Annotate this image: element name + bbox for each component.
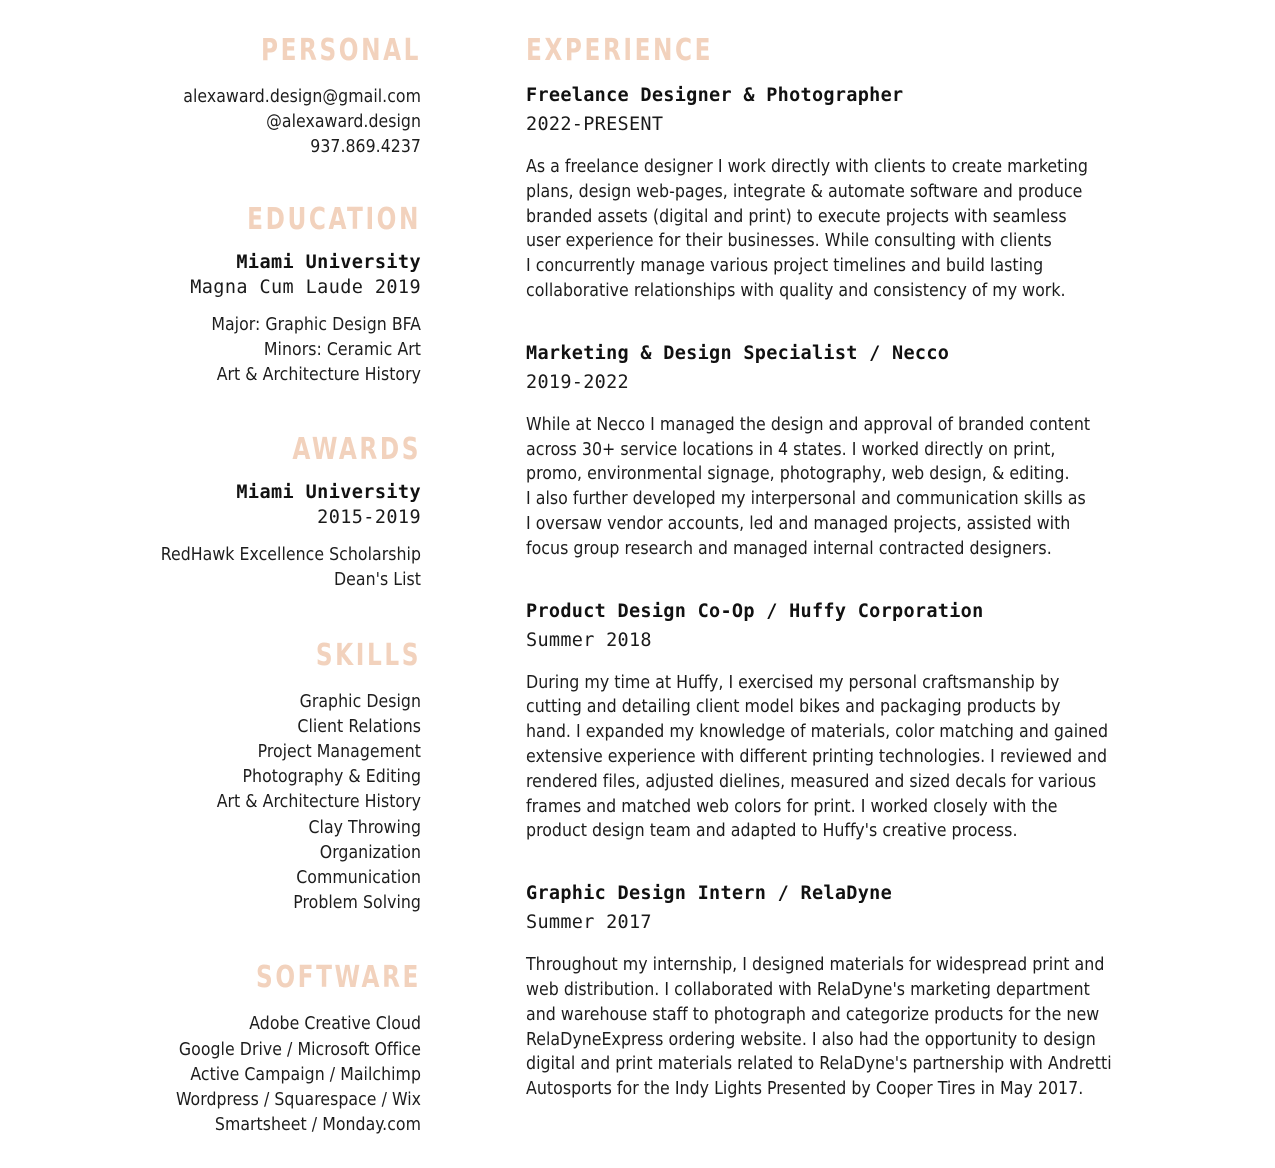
list-item: Project Management [257,742,421,763]
experience-column [526,33,1126,1168]
experience-entry-necco [526,341,1126,562]
list-item: Wordpress / Squarespace / Wix [175,1090,421,1111]
job-description-line: plans, design web-pages, integrate & automate software and produce [526,181,1083,202]
section-heading-awards: AWARDS [292,432,421,468]
skills-list [0,690,421,917]
job-description-line: digital and print materials related to RelaDyne's partnership with Andretti [526,1054,1112,1075]
awards-school: Miami University [236,482,421,504]
job-description [526,413,1126,562]
job-description [526,953,1126,1102]
list-item: Organization [319,842,421,863]
job-description-line: user experience for their businesses. While consulting with clients [526,231,1052,252]
job-description-line: I oversaw vendor accounts, led and managed projects, assisted with [526,513,1071,534]
awards-details [0,543,421,593]
list-item: Active Campaign / Mailchimp [190,1064,421,1085]
job-description-line: While at Necco I managed the design and approval of branded content [526,414,1091,435]
job-description-line: rendered files, adjusted dielines, measured and sized decals for various [526,771,1097,792]
job-title: Graphic Design Intern / RelaDyne [526,883,893,905]
list-item: Google Drive / Microsoft Office [178,1039,421,1060]
job-description-line: focus group research and managed internal contracted designers. [526,538,1052,559]
section-heading-skills: SKILLS [315,637,421,673]
job-description-line: hand. I expanded my knowledge of materials, color matching and gained [526,722,1109,743]
section-heading-education: EDUCATION [247,201,421,237]
section-education [0,201,421,389]
section-skills [0,637,421,917]
list-item: Client Relations [297,716,421,737]
section-software [0,960,421,1138]
list-item: Adobe Creative Cloud [249,1014,421,1035]
education-major: Major: Graphic Design BFA [211,314,421,335]
education-school: Miami University [236,251,421,273]
job-description-line: branded assets (digital and print) to execute projects with seamless [526,206,1067,227]
job-description-line: collaborative relationships with quality and consistency of my work. [526,280,1066,301]
list-item: Graphic Design [299,691,421,712]
section-heading-experience: EXPERIENCE [526,33,714,68]
job-title: Freelance Designer & Photographer [526,85,904,106]
section-personal [0,33,421,161]
job-description-line: cutting and detailing client model bikes and packaging products by [526,697,1061,718]
job-date: 2019-2022 [526,371,629,393]
job-date: Summer 2018 [526,629,652,651]
experience-entry-freelance [526,83,1126,304]
education-honors: Magna Cum Laude 2019 [190,276,421,298]
education-minor-2: Art & Architecture History [216,365,421,386]
job-description-line: Autosports for the Indy Lights Presented by Cooper Tires in May 2017. [526,1079,1084,1100]
job-description-line: across 30+ service locations in 4 states. I worked directly on print, [526,439,1056,460]
job-description-line: RelaDyneExpress ordering website. I also had the opportunity to design [526,1029,1096,1050]
award-deans-list: Dean's List [333,570,421,591]
job-description-line: As a freelance designer I work directly with clients to create marketing [526,157,1088,177]
personal-handle[interactable]: @alexaward.design [266,112,421,133]
job-description-line: promo, environmental signage, photography, web design, & editing. [526,464,1070,485]
software-list [0,1012,421,1138]
list-item: Smartsheet / Monday.com [214,1115,421,1136]
job-description-line: frames and matched web colors for print. I worked closely with the [526,796,1058,817]
education-minor-1: Minors: Ceramic Art [263,339,421,360]
section-heading-software: SOFTWARE [256,960,421,996]
list-item: Problem Solving [293,893,421,914]
award-scholarship: RedHawk Excellence Scholarship [160,545,421,566]
personal-phone[interactable]: 937.869.4237 [310,137,421,158]
education-details [0,313,421,389]
list-item: Communication [296,868,421,889]
job-date: Summer 2017 [526,912,652,934]
list-item: Clay Throwing [308,817,421,838]
column-divider-space [421,36,526,1168]
job-description-line: and warehouse staff to photograph and categorize products for the new [526,1004,1100,1025]
section-awards [0,432,421,593]
job-description-line: product design team and adapted to Huffy's creative process. [526,821,1018,842]
job-date: 2022-PRESENT [526,114,664,135]
job-title: Product Design Co-Op / Huffy Corporation [526,600,984,622]
personal-email[interactable]: alexaward.design@gmail.com [183,87,421,107]
experience-entry-huffy [526,599,1126,845]
job-description-line: During my time at Huffy, I exercised my personal craftsmanship by [526,672,1060,693]
job-title: Marketing & Design Specialist / Necco [526,342,950,364]
personal-contact-list [0,85,421,161]
job-description-line: I also further developed my interpersonal and communication skills as [526,489,1086,510]
list-item: Art & Architecture History [216,792,421,813]
job-description-line: Throughout my internship, I designed materials for widespread print and [526,955,1105,976]
experience-entry-reladyne [526,881,1126,1102]
list-item: Photography & Editing [242,767,421,788]
section-heading-personal: PERSONAL [260,33,421,68]
job-description-line: web distribution. I collaborated with RelaDyne's marketing department [526,979,1090,1000]
sidebar-column [0,33,421,1168]
job-description [526,671,1126,845]
job-description-line: extensive experience with different printing technologies. I reviewed and [526,746,1108,767]
awards-years: 2015-2019 [317,507,421,529]
job-description-line: I concurrently manage various project timelines and build lasting [526,256,1044,277]
job-description [526,155,1126,304]
